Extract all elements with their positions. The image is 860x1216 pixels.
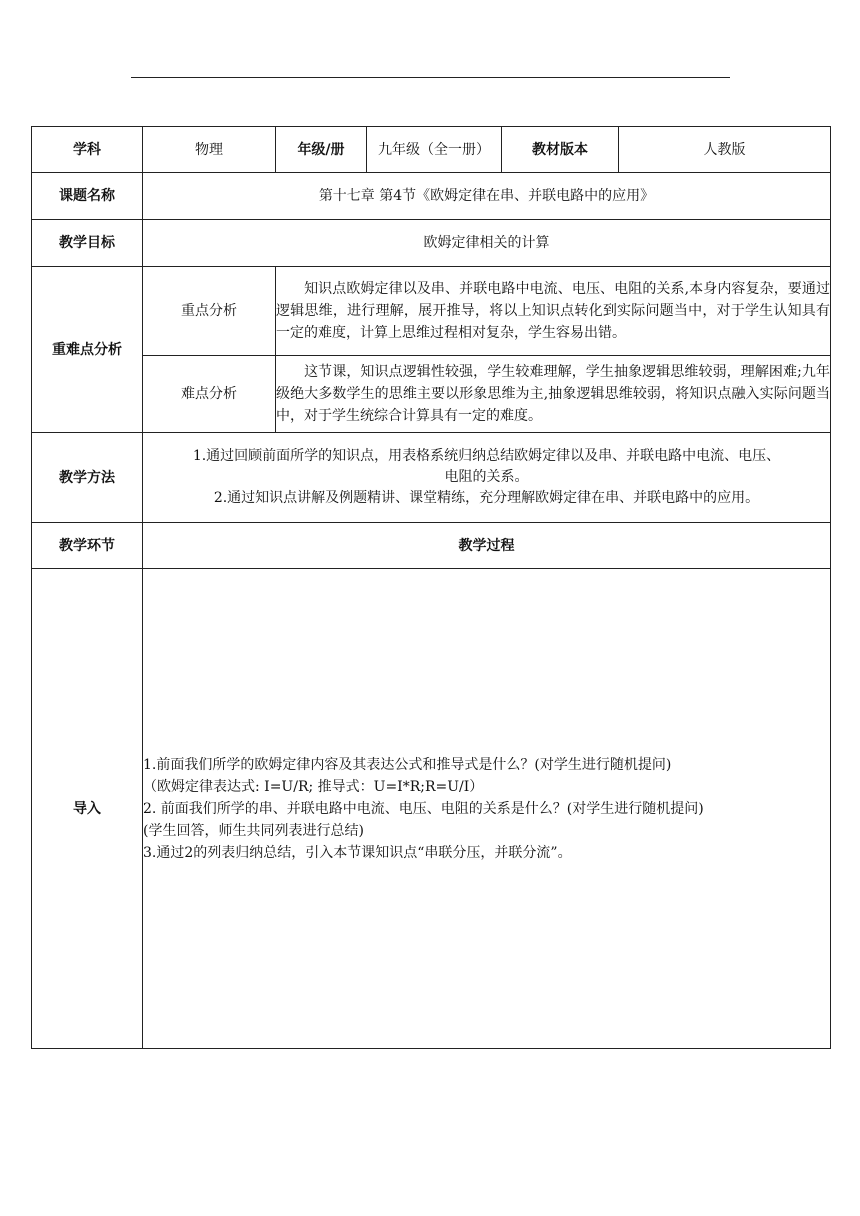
intro-line: 2. 前面我们所学的串、并联电路中电流、电压、电阻的关系是什么？(对学生进行随机提问) [143, 800, 704, 817]
header-row [32, 127, 831, 173]
topic-label: 课题名称 [32, 173, 143, 220]
method-row [32, 433, 831, 523]
objective-label: 教学目标 [32, 220, 143, 267]
grade-value: 九年级（全一册） [367, 127, 502, 173]
grade-label: 年级/册 [276, 127, 367, 173]
method-line-1b: 电阻的关系。 [444, 469, 529, 485]
intro-line: 1.前面我们所学的欧姆定律内容及其表达公式和推导式是什么？(对学生进行随机提问) [143, 756, 672, 773]
intro-line: 3.通过2的列表归纳总结，引入本节课知识点“串联分压，并联分流”。 [143, 844, 572, 861]
key-analysis-row [32, 267, 831, 356]
difficulty-analysis-text [276, 356, 831, 433]
method-line-1: 1.通过回顾前面所学的知识点，用表格系统归纳总结欧姆定律以及串、并联电路中电流、电压、 [192, 448, 781, 464]
header-rule [131, 77, 730, 78]
method-label: 教学方法 [32, 433, 143, 523]
stage-label: 教学环节 [32, 523, 143, 569]
intro-row [32, 569, 831, 1049]
subject-value: 物理 [143, 127, 276, 173]
difficulty-analysis-row [32, 356, 831, 433]
lesson-plan-table [31, 126, 831, 1049]
intro-line: （欧姆定律表达式: I=U/R; 推导式：U=I*R;R=U/I） [143, 778, 484, 795]
objective-row [32, 220, 831, 267]
topic-value: 第十七章 第4节《欧姆定律在串、并联电路中的应用》 [143, 173, 831, 220]
difficulty-analysis-label: 难点分析 [143, 356, 276, 433]
objective-value: 欧姆定律相关的计算 [143, 220, 831, 267]
intro-label: 导入 [32, 569, 143, 1049]
analysis-label: 重难点分析 [32, 267, 143, 433]
process-label: 教学过程 [143, 523, 831, 569]
process-header-row [32, 523, 831, 569]
key-analysis-text [276, 267, 831, 356]
method-text [143, 433, 831, 523]
key-analysis-body: 知识点欧姆定律以及串、并联电路中电流、电压、电阻的关系,本身内容复杂，要通过逻辑思维，进行理解，展开推导，将以上知识点转化到实际问题当中，对于学生认知具有一定的难度，计算上思维过程相对复杂，学生容易出错。 [276, 281, 830, 341]
edition-value: 人教版 [619, 127, 831, 173]
intro-content [143, 569, 831, 1049]
subject-label: 学科 [32, 127, 143, 173]
edition-label: 教材版本 [502, 127, 619, 173]
difficulty-analysis-body: 这节课，知识点逻辑性较强，学生较难理解，学生抽象逻辑思维较弱，理解困难;九年级绝大多数学生的思维主要以形象思维为主,抽象逻辑思维较弱，将知识点融入实际问题当中，对于学生统综合计算具有一定的难度。 [276, 364, 830, 424]
intro-line: (学生回答，师生共同列表进行总结) [143, 822, 364, 839]
topic-row [32, 173, 831, 220]
method-line-2: 2.通过知识点讲解及例题精讲、课堂精练，充分理解欧姆定律在串、并联电路中的应用。 [213, 490, 760, 506]
key-analysis-label: 重点分析 [143, 267, 276, 356]
